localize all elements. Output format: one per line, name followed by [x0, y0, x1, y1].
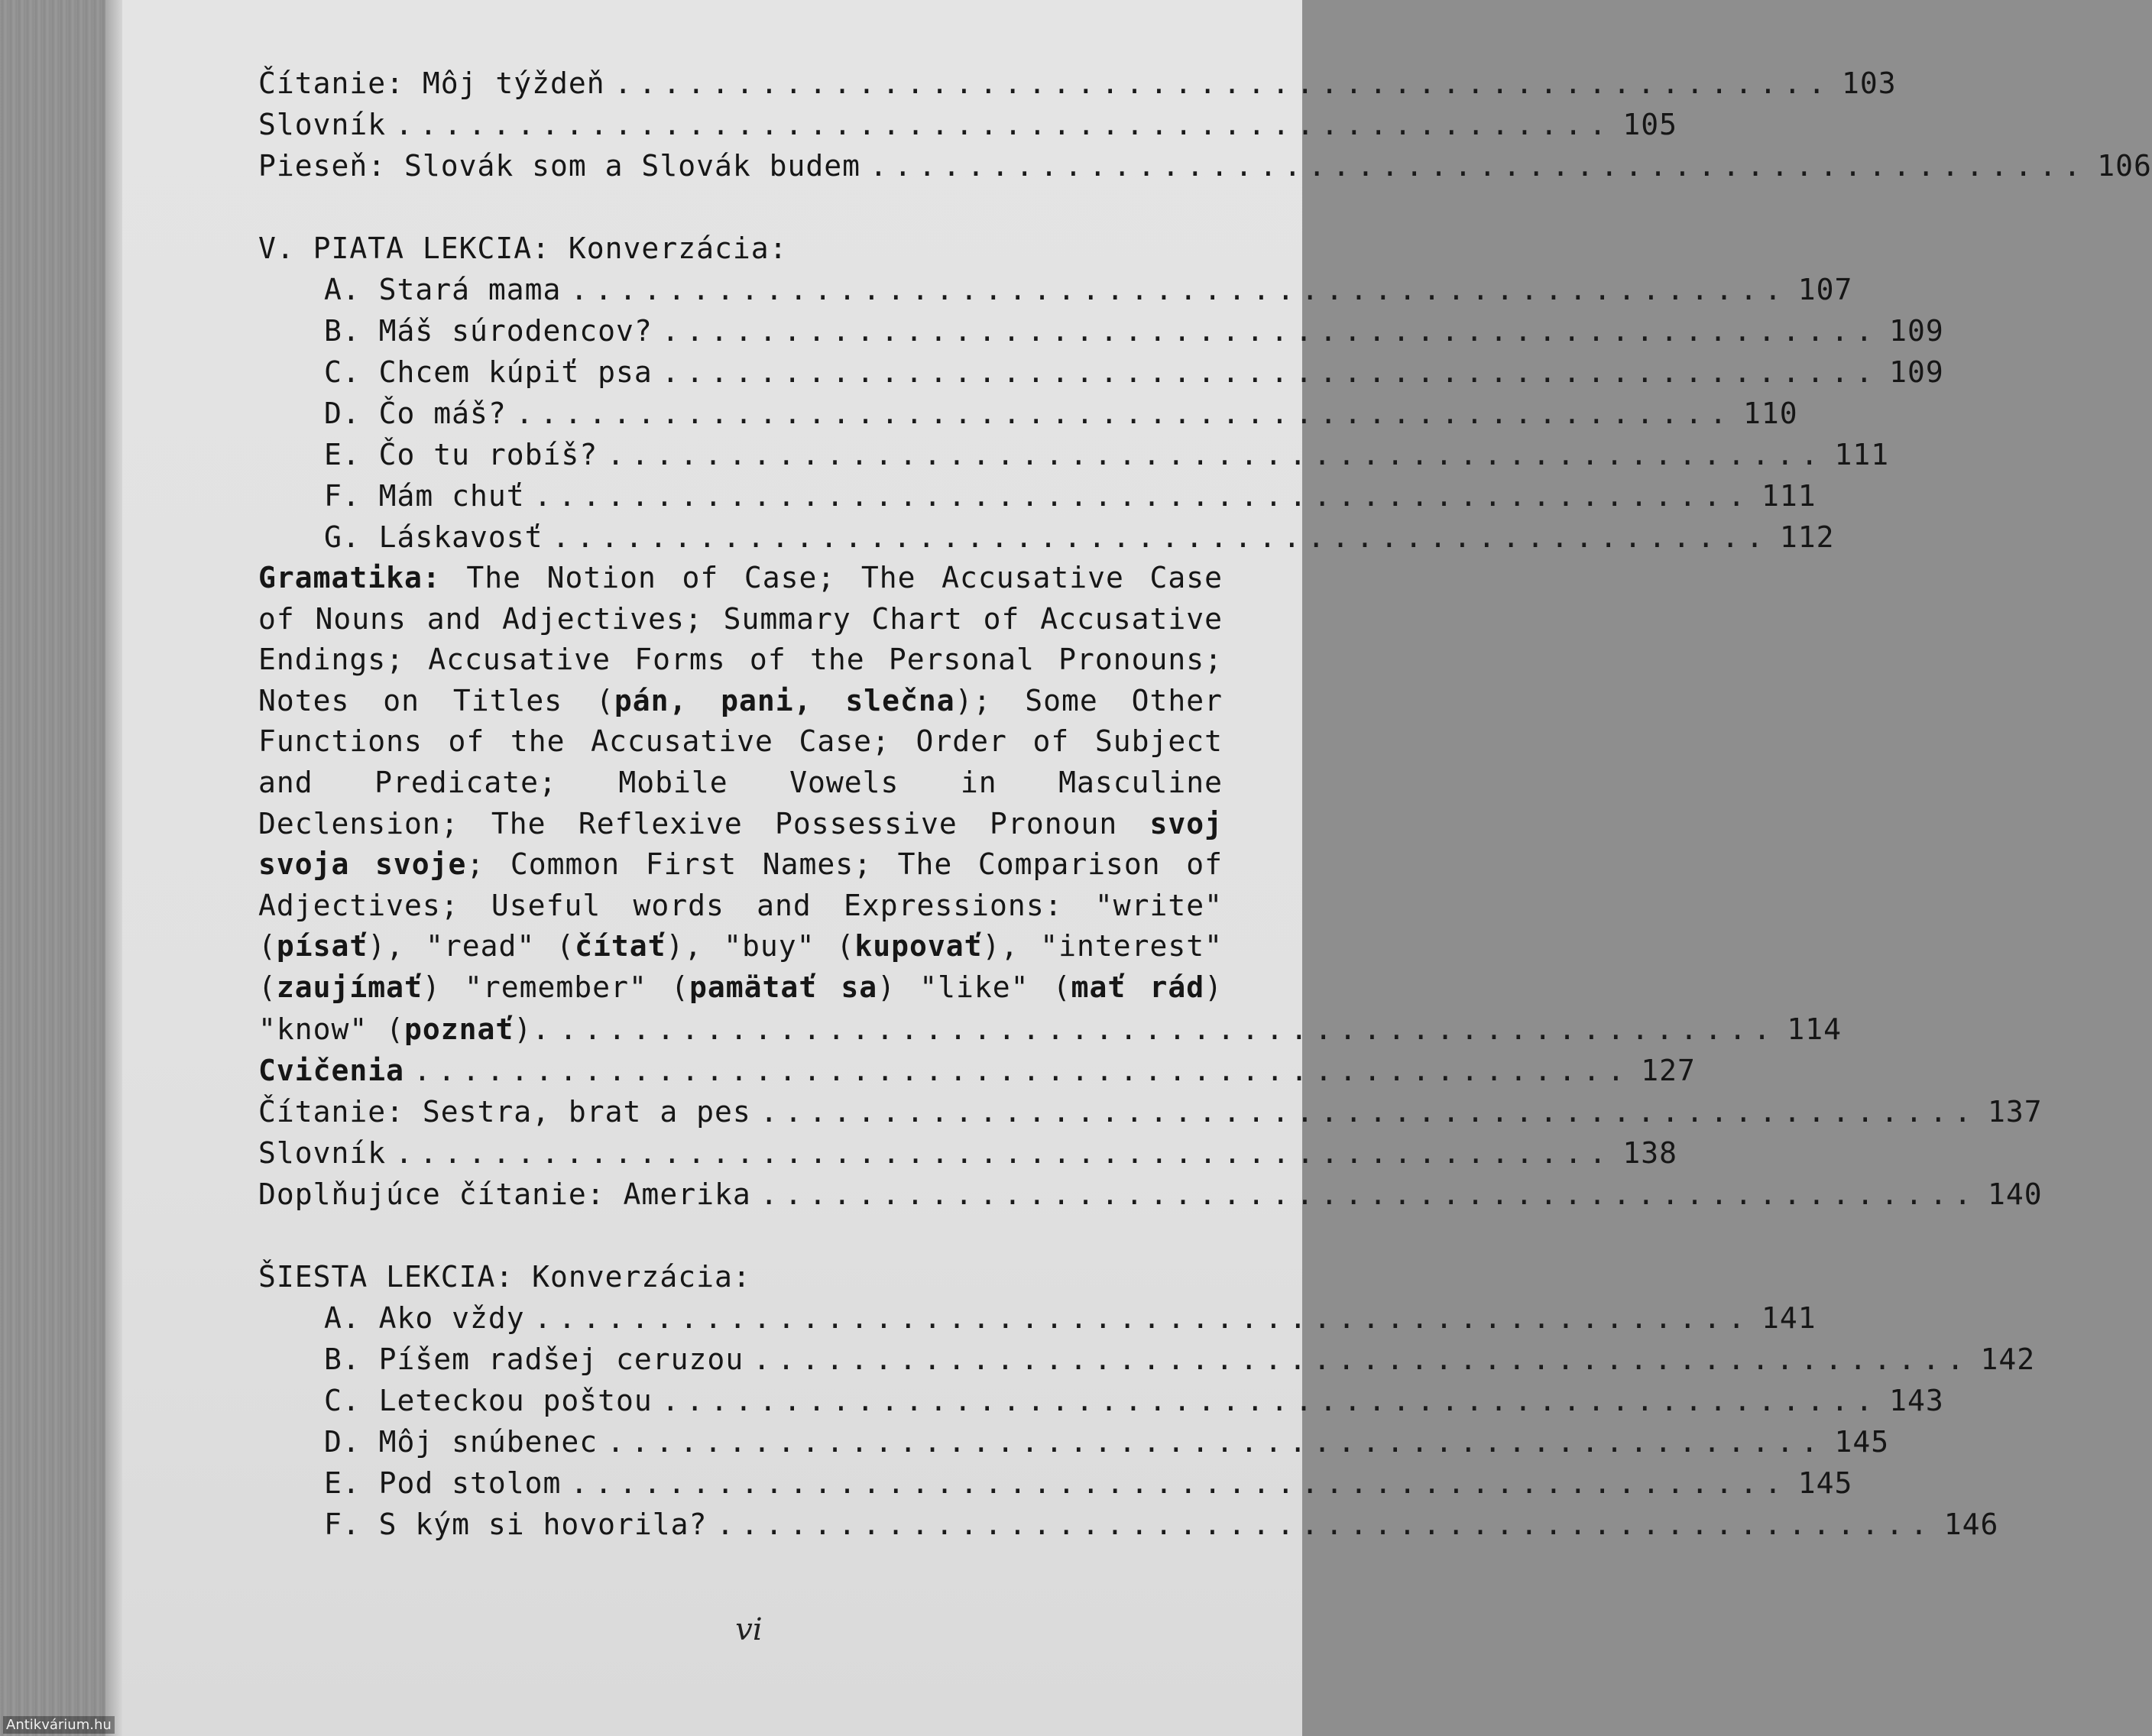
toc-entry-title: F. Mám chuť — [324, 479, 525, 513]
toc-entry-title: Čítanie: Môj týždeň — [258, 66, 605, 100]
toc-entry-page: 111 — [1834, 438, 1890, 471]
grammar-term: kupovať — [854, 929, 983, 964]
toc-entry-title: B. Píšem radšej ceruzou — [324, 1342, 744, 1376]
dot-leader: .................................................. — [395, 108, 1614, 141]
toc-entry — [258, 434, 1890, 475]
grammar-text: ); Some Other Functions of the Accusative Case; Order of Subject and Predicate; Mobile Vowels in Masculine Declension; The Reflexive Possessive Pronoun — [258, 683, 1223, 840]
dot-leader: .................................................. — [533, 1300, 1752, 1335]
dot-leader: .................................................. — [760, 1094, 1979, 1129]
toc-entry-page: 112 — [1779, 520, 1835, 554]
toc-entry-page: 107 — [1797, 273, 1853, 306]
dot-leader: .................................................. — [395, 1135, 1614, 1170]
dot-leader: .................................................. — [869, 149, 2088, 183]
toc-entry-title: A. Stará mama — [324, 273, 562, 306]
background-surface — [0, 0, 115, 1736]
toc-entry — [258, 1009, 1842, 1050]
toc-entry-title: Slovník — [258, 108, 387, 141]
toc-entry — [258, 1297, 1817, 1339]
dot-leader: .................................................. — [760, 1177, 1979, 1211]
dot-leader: .................................................. — [559, 1012, 1778, 1046]
toc-entry — [258, 1339, 2036, 1380]
toc-entry-page: 105 — [1622, 108, 1678, 141]
grammar-term: písať — [276, 929, 368, 964]
watermark: Antikvárium.hu — [3, 1716, 115, 1734]
grammar-label: Gramatika: — [258, 561, 441, 594]
toc-entry-title — [258, 1009, 550, 1050]
toc-entry-title: Doplňujúce čítanie: Amerika — [258, 1177, 751, 1211]
dot-leader: .................................................. — [570, 273, 1789, 306]
toc-entry-page: 103 — [1841, 66, 1897, 100]
toc-entry-page: 109 — [1889, 355, 1944, 389]
toc-entry-title: C. Chcem kúpiť psa — [324, 355, 653, 389]
toc-entry — [258, 517, 1835, 558]
lesson-heading: V. PIATA LEKCIA: Konverzácia: — [258, 232, 788, 265]
table-of-contents — [258, 63, 2152, 1545]
toc-entry-page: 146 — [1943, 1507, 1999, 1541]
toc-entry — [258, 1504, 1999, 1545]
toc-entry-page: 109 — [1889, 314, 1944, 348]
toc-entry-title: Cvičenia — [258, 1053, 405, 1087]
toc-entry-title: C. Leteckou poštou — [324, 1383, 653, 1417]
toc-entry — [258, 1091, 2043, 1132]
toc-entry-page: 110 — [1743, 397, 1798, 430]
toc-entry — [258, 351, 1944, 393]
toc-entry-page: 114 — [1787, 1012, 1842, 1046]
toc-entry — [258, 1132, 1678, 1174]
dot-leader: .................................................. — [661, 314, 1880, 348]
toc-entry — [258, 1050, 1696, 1091]
toc-entry — [258, 1462, 1853, 1504]
toc-entry-page: 145 — [1797, 1466, 1853, 1500]
grammar-term: čítať — [575, 929, 666, 964]
dot-leader: .................................................. — [570, 1466, 1789, 1500]
toc-entry — [258, 310, 1944, 351]
grammar-description — [258, 558, 1223, 1009]
toc-entry-page: 145 — [1834, 1424, 1890, 1459]
grammar-term: poznať — [404, 1012, 514, 1046]
dot-leader: .................................................. — [607, 1424, 1826, 1459]
dot-leader: .................................................. — [614, 66, 1833, 100]
lesson-heading: ŠIESTA LEKCIA: Konverzácia: — [258, 1259, 751, 1294]
dot-leader: .................................................. — [413, 1053, 1632, 1087]
toc-entry — [258, 393, 1798, 434]
grammar-text: ). — [514, 1012, 551, 1046]
toc-entry-title: G. Láskavosť — [324, 520, 543, 554]
grammar-text: ) "remember" ( — [422, 970, 689, 1004]
toc-entry-page: 127 — [1641, 1053, 1696, 1087]
toc-entry-page: 143 — [1889, 1383, 1944, 1417]
dot-leader: .................................................. — [661, 355, 1880, 389]
grammar-text: ) — [1204, 970, 1223, 1004]
toc-entry-title: D. Čo máš? — [324, 397, 507, 430]
toc-entry-page: 140 — [1987, 1177, 2043, 1211]
grammar-term: pán, pani, slečna — [614, 683, 955, 717]
toc-entry-title: D. Môj snúbenec — [324, 1424, 598, 1459]
grammar-term: pamätať sa — [689, 970, 878, 1004]
grammar-term: zaujímať — [276, 970, 423, 1004]
toc-entry-page: 142 — [1980, 1342, 2036, 1376]
toc-entry-title: Slovník — [258, 1135, 387, 1170]
dot-leader: .................................................. — [515, 397, 1734, 430]
toc-entry-page: 106 — [2097, 149, 2152, 183]
toc-entry — [258, 1174, 2043, 1215]
dot-leader: .................................................. — [533, 479, 1752, 513]
toc-entry-page: 141 — [1761, 1300, 1817, 1335]
grammar-term: svoj svoja svoje — [258, 806, 1223, 882]
dot-leader: .................................................. — [753, 1342, 1972, 1376]
grammar-text: ), "buy" ( — [666, 929, 855, 964]
toc-entry-title: A. Ako vždy — [324, 1300, 525, 1335]
grammar-text: The Notion of Case; The Accusative Case of Nouns and Adjectives; Summary Chart of Accusative Endings; Accusative Forms of the Personal Pronouns; Notes on Titles ( — [258, 561, 1223, 717]
grammar-text: "know" ( — [258, 1012, 405, 1046]
toc-entry-title: E. Pod stolom — [324, 1466, 562, 1500]
toc-entry-page: 111 — [1761, 479, 1817, 513]
grammar-text: ), "interest" ( — [258, 929, 1223, 1004]
toc-entry — [258, 475, 1817, 517]
toc-entry-title: F. S kým si hovorila? — [324, 1507, 708, 1541]
toc-entry-title: Pieseň: Slovák som a Slovák budem — [258, 149, 860, 183]
toc-entry-page: 137 — [1987, 1094, 2043, 1129]
toc-entry — [258, 104, 1678, 145]
dot-leader: .................................................. — [607, 438, 1826, 471]
grammar-text: ), "read" ( — [368, 929, 575, 964]
toc-entry-page: 138 — [1622, 1135, 1678, 1170]
toc-entry-title: B. Máš súrodencov? — [324, 314, 653, 348]
page-number: vi — [735, 1612, 763, 1647]
dot-leader: .................................................. — [661, 1383, 1880, 1417]
toc-entry-title: E. Čo tu robíš? — [324, 438, 598, 471]
toc-entry-title: Čítanie: Sestra, brat a pes — [258, 1094, 751, 1129]
dot-leader: .................................................. — [716, 1507, 1935, 1541]
toc-entry — [258, 63, 1897, 104]
toc-entry — [258, 145, 2152, 186]
dot-leader: .................................................. — [552, 520, 1771, 554]
grammar-text: ) "like" ( — [877, 970, 1071, 1004]
toc-entry — [258, 1380, 1944, 1421]
grammar-term: mať rád — [1071, 970, 1205, 1004]
toc-entry — [258, 1421, 1890, 1462]
page-edge — [105, 0, 122, 1736]
toc-entry — [258, 269, 1853, 310]
grammar-text: ; Common First Names; The Comparison of Adjectives; Useful words and Expressions: "write" ( — [258, 847, 1223, 964]
